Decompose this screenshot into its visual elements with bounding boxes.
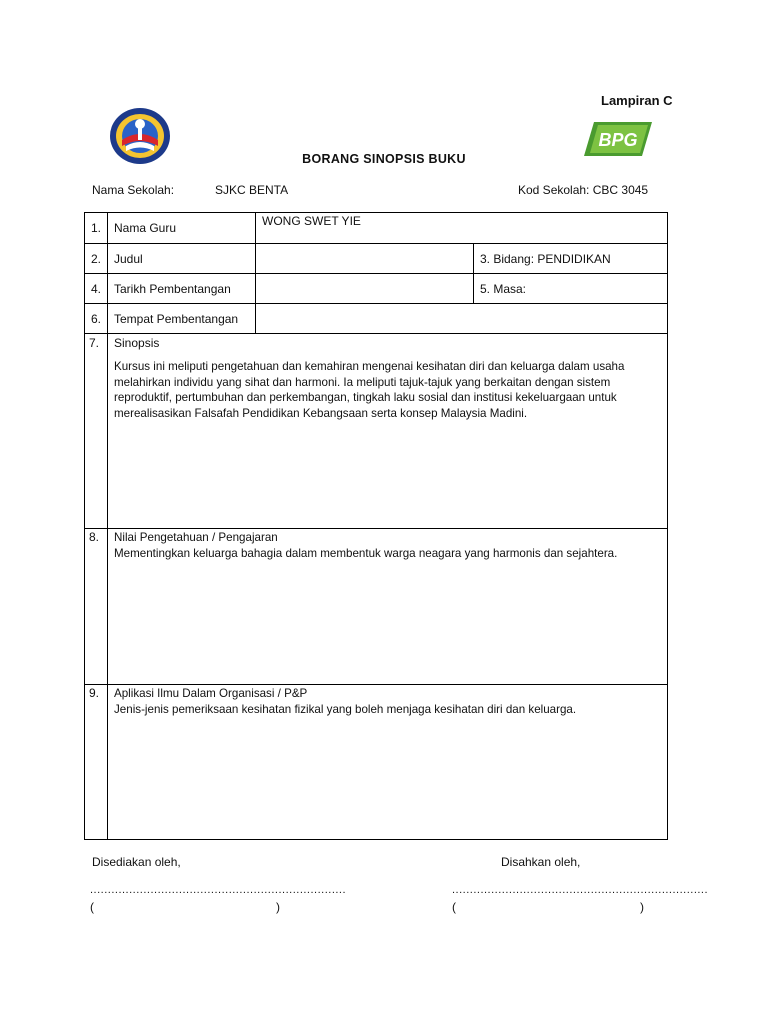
nilai-label: Nilai Pengetahuan / Pengajaran: [114, 531, 278, 544]
table-row: [85, 334, 668, 529]
table-row: [85, 244, 668, 274]
sinopsis-text[interactable]: Kursus ini meliputi pengetahuan dan kemahiran mengenai kesihatan diri dan keluarga dalam usaha melahirkan individu yang sihat dan harmoni. Ia meliputi tajuk-tajuk yang berkaitan dengan sistem reproduktif, pertumbuhan dan perkembangan, tingkah laku sosial dan institusi kekeluargaan untuk merealisasikan Falsafah Pendidikan Kebangsaan serta konsep Malaysia Madini.: [114, 360, 625, 420]
bidang-field[interactable]: 3. Bidang: PENDIDIKAN: [474, 244, 668, 274]
table-row: [85, 529, 668, 685]
row-number: 7.: [85, 334, 108, 529]
judul-label: Judul: [108, 244, 256, 274]
nama-guru-label: Nama Guru: [108, 213, 256, 244]
disahkan-label: Disahkan oleh,: [501, 855, 581, 869]
signature-line-right[interactable]: ........................................................................: [452, 884, 709, 896]
sinopsis-form-table: [84, 212, 668, 840]
judul-value[interactable]: [256, 244, 474, 274]
row-number: 8.: [85, 529, 108, 685]
sinopsis-label: Sinopsis: [114, 336, 160, 350]
nilai-text[interactable]: Mementingkan keluarga bahagia dalam membentuk warga neagara yang harmonis dan sejahtera.: [114, 546, 618, 560]
masa-field[interactable]: 5. Masa:: [474, 274, 668, 304]
tempat-label: Tempat Pembentangan: [108, 304, 256, 334]
table-row: [85, 685, 668, 840]
open-paren-left: (: [90, 900, 94, 914]
tarikh-value[interactable]: [256, 274, 474, 304]
row-number: 2.: [85, 244, 108, 274]
disediakan-label: Disediakan oleh,: [92, 855, 181, 869]
page-title: BORANG SINOPSIS BUKU: [302, 152, 466, 166]
tarikh-label: Tarikh Pembentangan: [108, 274, 256, 304]
table-row: [85, 213, 668, 244]
nama-guru-value[interactable]: WONG SWET YIE: [256, 213, 668, 244]
row-number: 1.: [85, 213, 108, 244]
row-number: 9.: [85, 685, 108, 840]
aplikasi-label: Aplikasi Ilmu Dalam Organisasi / P&P: [114, 687, 308, 700]
row-number: 4.: [85, 274, 108, 304]
tempat-value[interactable]: [256, 304, 668, 334]
nama-sekolah-value: SJKC BENTA: [215, 183, 289, 197]
lampiran-label: Lampiran C: [601, 93, 673, 108]
bpg-logo-text: BPG: [598, 130, 638, 150]
table-row: [85, 274, 668, 304]
close-paren-left: ): [276, 900, 280, 914]
close-paren-right: ): [640, 900, 644, 914]
table-row: [85, 304, 668, 334]
kod-sekolah: Kod Sekolah: CBC 3045: [518, 183, 649, 197]
nama-sekolah-label: Nama Sekolah:: [92, 183, 175, 197]
signature-line-left[interactable]: ........................................................................: [90, 884, 347, 896]
aplikasi-text[interactable]: Jenis-jenis pemeriksaan kesihatan fizikal yang boleh menjaga kesihatan diri dan keluarga.: [114, 702, 577, 716]
row-number: 6.: [85, 304, 108, 334]
open-paren-right: (: [452, 900, 456, 914]
